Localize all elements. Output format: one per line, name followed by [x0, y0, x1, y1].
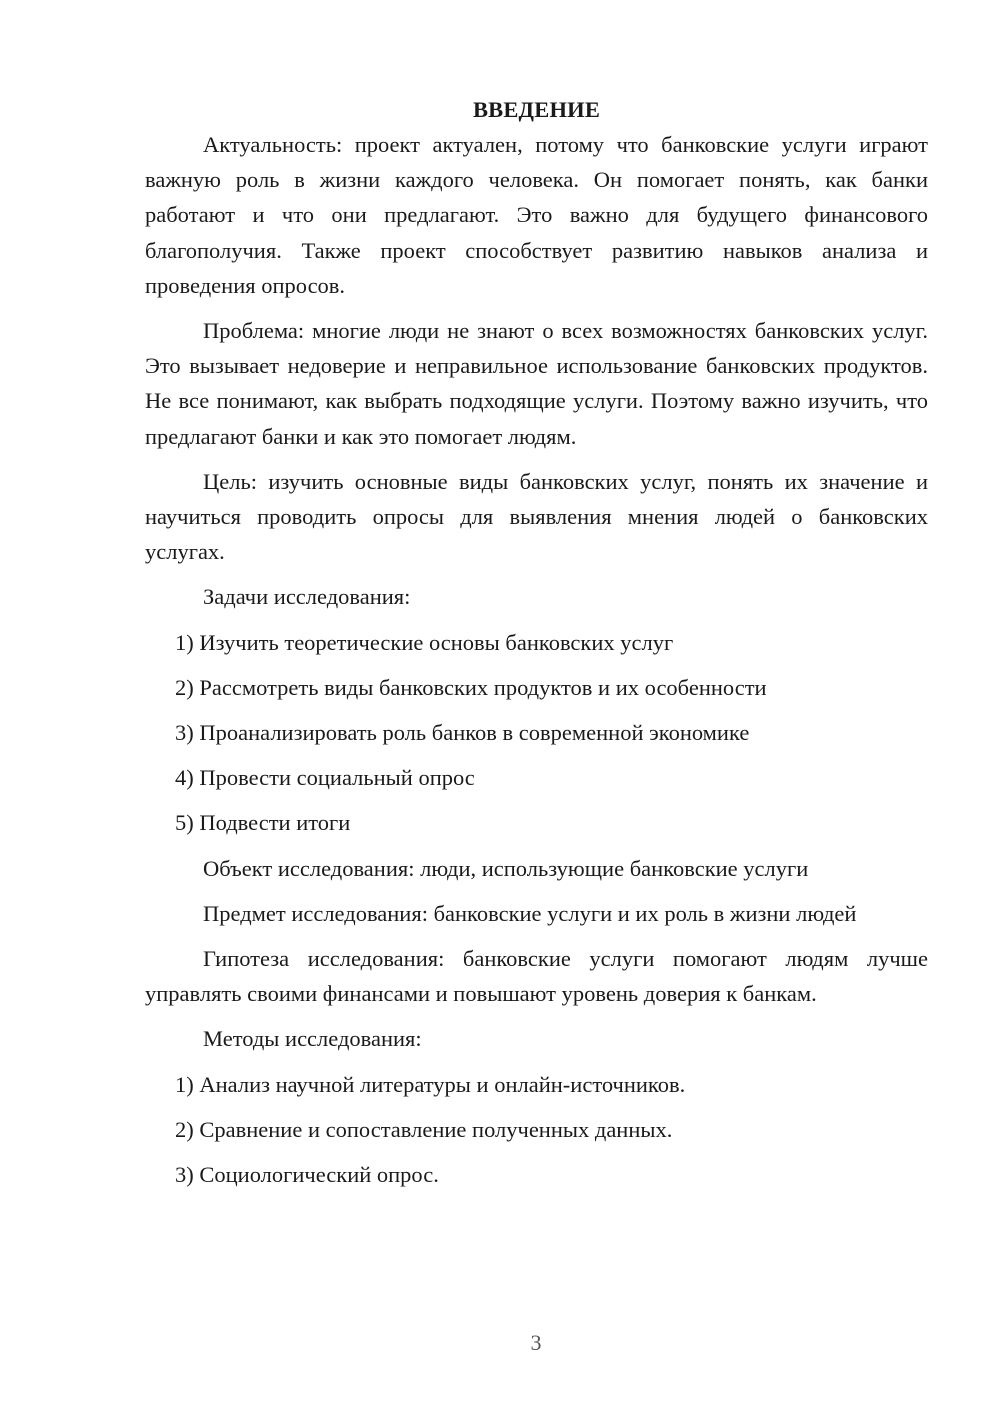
list-item: 2) Сравнение и сопоставление полученных данных. — [175, 1116, 673, 1142]
hypothesis-paragraph: Гипотеза исследования: банковские услуги помогают людям лучше управлять своими финансами и повышают уровень доверия к банкам. — [145, 946, 928, 1007]
relevance-paragraph: Актуальность: проект актуален, потому что банковские услуги играют важную роль в жизни каждого человека. Он помогает понять, как банки работают и что они предлагают. Это важно для будущего финансового благополучия. Также проект способствует развитию навыков анализа и проведения опросов. — [145, 132, 928, 298]
object-paragraph: Объект исследования: люди, использующие банковские услуги — [203, 855, 809, 881]
list-item: 5) Подвести итоги — [175, 810, 351, 836]
list-item: 1) Изучить теоретические основы банковских услуг — [175, 629, 674, 655]
methods-list — [145, 1067, 928, 1193]
problem-paragraph: Проблема: многие люди не знают о всех возможностях банковских услуг. Это вызывает недоверие и неправильное использование банковских продуктов. Не все понимают, как выбрать подходящие услуги. Поэтому важно изучить, что предлагают банки и как это помогает людям. — [145, 318, 928, 449]
list-item: 1) Анализ научной литературы и онлайн-источников. — [175, 1071, 686, 1097]
goal-paragraph: Цель: изучить основные виды банковских услуг, понять их значение и научиться проводить опросы для выявления мнения людей о банковских услугах. — [145, 468, 928, 565]
list-item: 3) Социологический опрос. — [175, 1162, 439, 1188]
methods-label: Методы исследования: — [203, 1026, 422, 1052]
list-item: 2) Рассмотреть виды банковских продуктов и их особенности — [175, 674, 767, 700]
page-title: ВВЕДЕНИЕ — [472, 97, 601, 122]
subject-paragraph: Предмет исследования: банковские услуги и их роль в жизни людей — [203, 900, 857, 926]
tasks-label: Задачи исследования: — [203, 584, 411, 610]
tasks-list — [145, 625, 928, 841]
document-page — [145, 92, 928, 1202]
list-item: 3) Проанализировать роль банков в современной экономике — [175, 720, 750, 746]
list-item: 4) Провести социальный опрос — [175, 765, 475, 791]
page-number: 3 — [530, 1330, 542, 1355]
